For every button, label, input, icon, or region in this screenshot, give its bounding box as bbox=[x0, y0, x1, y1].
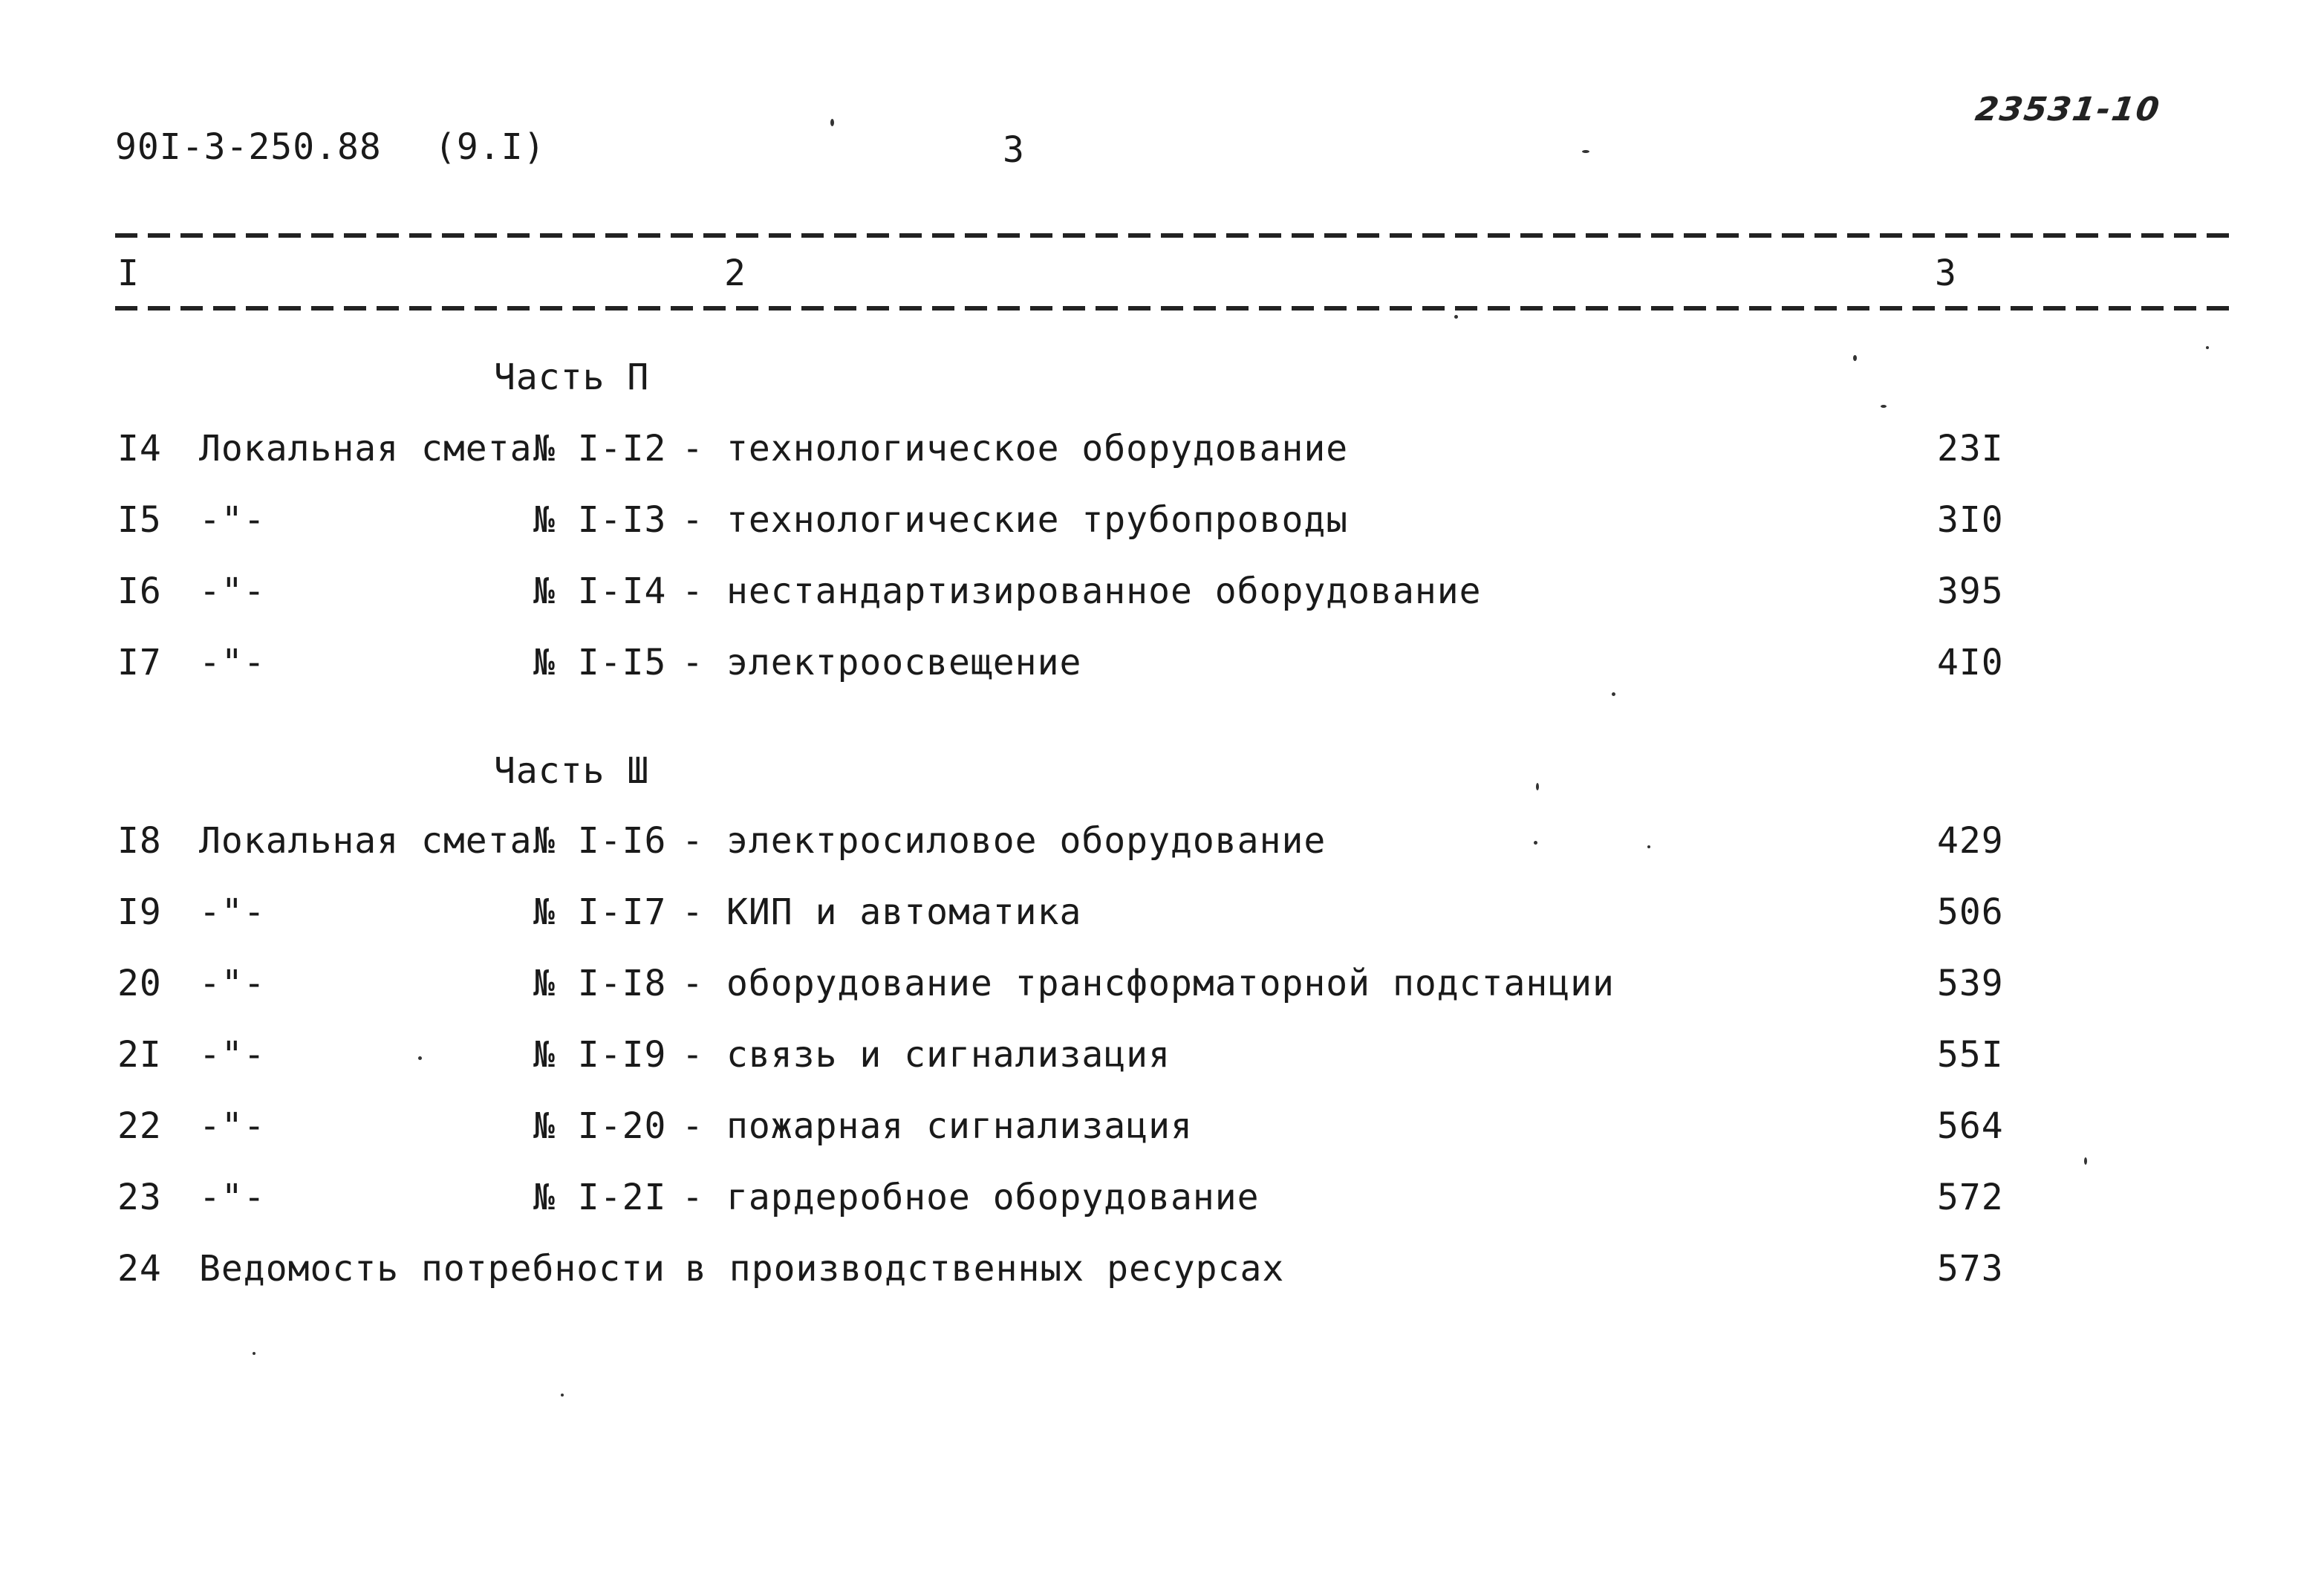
row-name: -"- bbox=[199, 1177, 266, 1218]
row-description: технологическое оборудование bbox=[726, 428, 1349, 469]
row-page: 572 bbox=[1937, 1177, 2004, 1218]
row-description: связь и сигнализация bbox=[726, 1034, 1171, 1076]
top-divider bbox=[115, 233, 2236, 238]
scan-speck bbox=[2206, 346, 2209, 349]
section-title: Часть Ш bbox=[494, 750, 650, 792]
row-name: -"- bbox=[199, 499, 266, 541]
row-separator: - bbox=[682, 1034, 704, 1076]
row-description: КИП и автоматика bbox=[726, 891, 1082, 933]
row-name: -"- bbox=[199, 570, 266, 612]
row-page: 573 bbox=[1937, 1248, 2004, 1290]
row-description: гардеробное оборудование bbox=[726, 1177, 1260, 1218]
row-name: -"- bbox=[199, 1105, 266, 1147]
scan-speck bbox=[1612, 692, 1615, 696]
row-page: 429 bbox=[1937, 820, 2004, 862]
section-title: Часть П bbox=[494, 357, 650, 398]
scan-speck bbox=[561, 1394, 564, 1397]
row-separator: - bbox=[682, 891, 704, 933]
row-page: 506 bbox=[1937, 891, 2004, 933]
row-number: I4 bbox=[117, 428, 162, 469]
row-separator: - bbox=[682, 963, 704, 1004]
row-name: Ведомость потребности bbox=[199, 1248, 665, 1290]
row-separator: - bbox=[682, 570, 704, 612]
header-divider bbox=[115, 306, 2236, 311]
scan-speck bbox=[2084, 1157, 2087, 1165]
handwritten-stamp: 23531-10 bbox=[1973, 91, 2164, 129]
row-number: 2I bbox=[117, 1034, 162, 1076]
scan-speck bbox=[1582, 150, 1589, 153]
page-number: 3 bbox=[1003, 129, 1025, 171]
row-separator: - bbox=[682, 428, 704, 469]
row-name: -"- bbox=[199, 642, 266, 683]
column-header-3: 3 bbox=[1935, 253, 1957, 294]
row-page: 564 bbox=[1937, 1105, 2004, 1147]
row-reference: № I-I6 bbox=[533, 820, 667, 862]
row-description: в производственных ресурсах bbox=[685, 1248, 1285, 1290]
scan-speck bbox=[1853, 355, 1857, 361]
scan-speck bbox=[418, 1056, 422, 1060]
row-description: технологические трубопроводы bbox=[726, 499, 1349, 541]
row-reference: № I-I5 bbox=[533, 642, 667, 683]
row-separator: - bbox=[682, 1105, 704, 1147]
row-separator: - bbox=[682, 642, 704, 683]
document-code: 90I-3-250.88 bbox=[115, 126, 382, 168]
row-separator: - bbox=[682, 499, 704, 541]
album-number: (9.I) bbox=[434, 126, 546, 168]
row-page: 4I0 bbox=[1937, 642, 2004, 683]
row-number: I9 bbox=[117, 891, 162, 933]
row-name: Локальная смета bbox=[199, 428, 533, 469]
row-number: I7 bbox=[117, 642, 162, 683]
row-reference: № I-I3 bbox=[533, 499, 667, 541]
row-number: 24 bbox=[117, 1248, 162, 1290]
scan-speck bbox=[253, 1352, 255, 1355]
row-number: 20 bbox=[117, 963, 162, 1004]
row-reference: № I-2I bbox=[533, 1177, 667, 1218]
column-header-2: 2 bbox=[724, 253, 746, 294]
row-reference: № I-I4 bbox=[533, 570, 667, 612]
scan-speck bbox=[830, 119, 834, 126]
row-description: электроосвещение bbox=[726, 642, 1082, 683]
row-name: -"- bbox=[199, 1034, 266, 1076]
row-page: 539 bbox=[1937, 963, 2004, 1004]
row-name: -"- bbox=[199, 891, 266, 933]
row-reference: № I-I9 bbox=[533, 1034, 667, 1076]
row-page: 395 bbox=[1937, 570, 2004, 612]
row-reference: № I-I2 bbox=[533, 428, 667, 469]
scan-speck bbox=[1536, 783, 1539, 790]
row-number: I8 bbox=[117, 820, 162, 862]
row-number: I6 bbox=[117, 570, 162, 612]
column-header-1: I bbox=[117, 253, 140, 294]
scan-speck bbox=[1647, 845, 1650, 848]
scan-speck bbox=[1454, 315, 1458, 319]
row-description: оборудование трансформаторной подстанции bbox=[726, 963, 1615, 1004]
row-reference: № I-20 bbox=[533, 1105, 667, 1147]
row-description: нестандартизированное оборудование bbox=[726, 570, 1482, 612]
row-number: I5 bbox=[117, 499, 162, 541]
row-name: -"- bbox=[199, 963, 266, 1004]
scan-speck bbox=[1534, 841, 1537, 845]
row-description: электросиловое оборудование bbox=[726, 820, 1327, 862]
row-separator: - bbox=[682, 820, 704, 862]
row-reference: № I-I7 bbox=[533, 891, 667, 933]
row-page: 23I bbox=[1937, 428, 2004, 469]
row-separator: - bbox=[682, 1177, 704, 1218]
row-reference: № I-I8 bbox=[533, 963, 667, 1004]
row-name: Локальная смета bbox=[199, 820, 533, 862]
row-number: 22 bbox=[117, 1105, 162, 1147]
row-page: 55I bbox=[1937, 1034, 2004, 1076]
row-description: пожарная сигнализация bbox=[726, 1105, 1193, 1147]
scan-speck bbox=[1881, 405, 1887, 408]
row-number: 23 bbox=[117, 1177, 162, 1218]
row-page: 3I0 bbox=[1937, 499, 2004, 541]
